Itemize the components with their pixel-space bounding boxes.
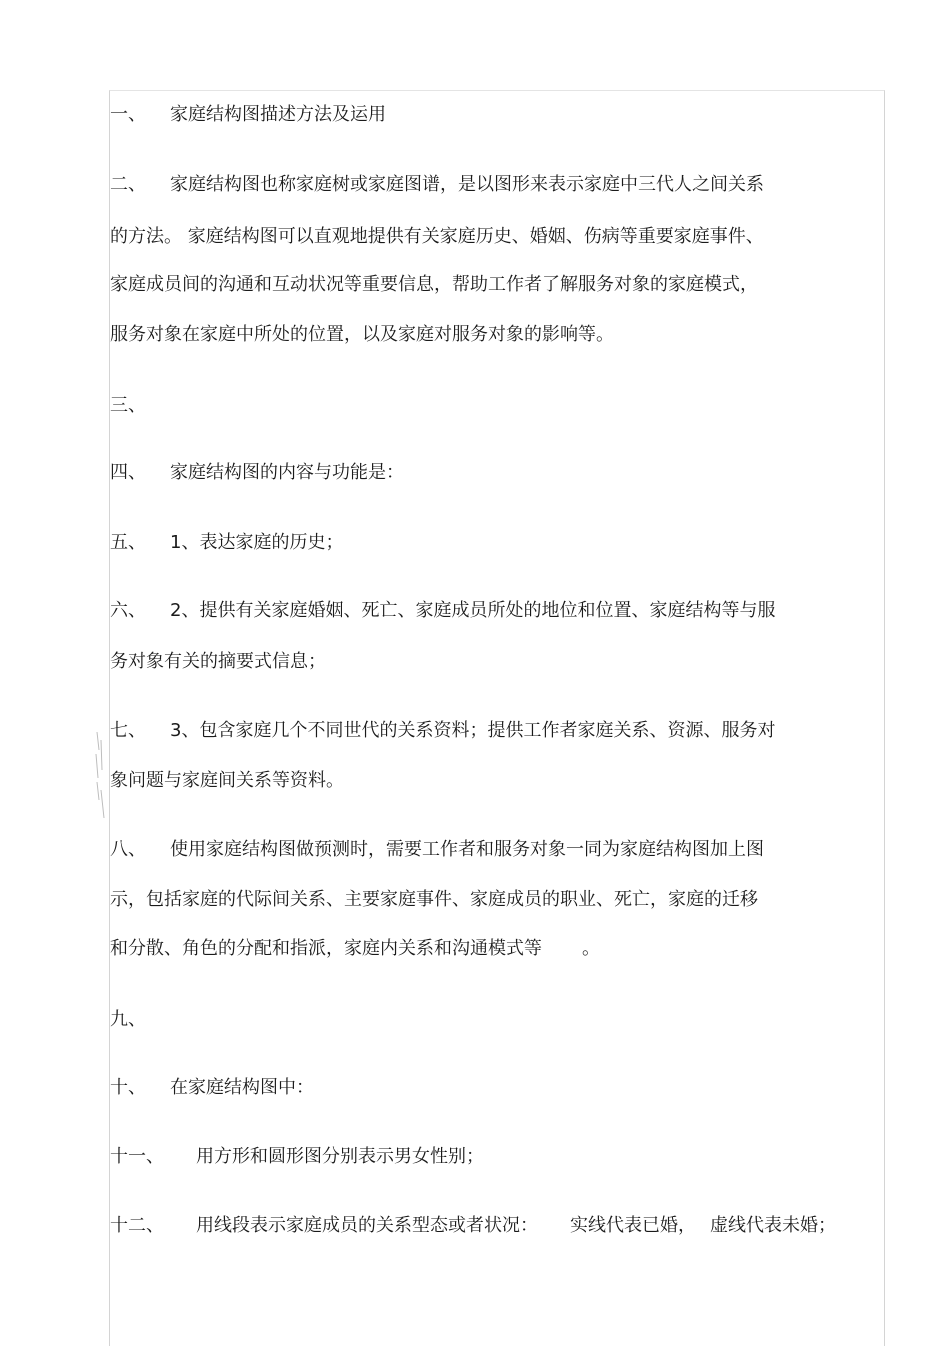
line-text: 1、表达家庭的历史； [170,532,344,553]
item-number: 六、 [110,600,146,621]
line-text: 3、包含家庭几个不同世代的关系资料；提供工作者家庭关系、资源、服务对 [170,720,776,741]
item-number: 十二、 [110,1215,164,1236]
line-text-3: 虚线代表未婚； [710,1215,836,1236]
line-19 [110,1214,836,1238]
item-number: 三、 [110,395,146,416]
line-2 [110,173,764,197]
line-tail: 。 [582,938,600,959]
line-text: 家庭结构图也称家庭树或家庭图谱，是以图形来表示家庭中三代人之间关系 [170,174,764,195]
line-text: 2、提供有关家庭婚姻、死亡、家庭成员所处的地位和位置、家庭结构等与服 [170,600,776,621]
item-number: 十一、 [110,1146,164,1167]
line-text: 用方形和圆形图分别表示男女性别； [196,1146,484,1167]
item-number: 七、 [110,720,146,741]
line-5 [110,323,614,347]
line-text: 和分散、角色的分配和指派，家庭内关系和沟通模式等 [110,938,542,959]
line-8 [110,531,343,555]
line-10 [110,650,326,674]
line-1 [110,103,386,127]
line-15 [110,937,600,961]
line-4 [110,273,758,297]
line-text: 使用家庭结构图做预测时，需要工作者和服务对象一同为家庭结构图加上图 [170,839,764,860]
margin-scribble-mark [93,730,105,820]
line-text: 用线段表示家庭成员的关系型态或者状况： [196,1215,538,1236]
line-text: 示，包括家庭的代际间关系、主要家庭事件、家庭成员的职业、死亡，家庭的迁移 [110,889,758,910]
line-11 [110,719,775,743]
item-number: 四、 [110,462,146,483]
line-text: 家庭结构图的内容与功能是： [170,462,404,483]
line-text: 象问题与家庭间关系等资料。 [110,770,344,791]
item-number: 二、 [110,174,146,195]
line-16 [110,1008,146,1032]
line-text-2: 实线代表已婚， [570,1215,696,1236]
line-7 [110,461,404,485]
item-number: 一、 [110,104,146,125]
line-14 [110,888,758,912]
line-3 [110,225,764,249]
line-6 [110,394,146,418]
item-number: 五、 [110,532,146,553]
item-number: 十、 [110,1077,146,1098]
line-text: 务对象有关的摘要式信息； [110,651,326,672]
item-number: 九、 [110,1009,146,1030]
line-12 [110,769,344,793]
line-18 [110,1145,484,1169]
line-text: 家庭成员间的沟通和互动状况等重要信息，帮助工作者了解服务对象的家庭模式， [110,274,758,295]
line-text: 在家庭结构图中： [170,1077,314,1098]
line-13 [110,838,764,862]
line-text: 的方法。 家庭结构图可以直观地提供有关家庭历史、婚姻、伤病等重要家庭事件、 [110,226,764,247]
line-17 [110,1076,314,1100]
line-9 [110,599,775,623]
line-text: 服务对象在家庭中所处的位置，以及家庭对服务对象的影响等。 [110,324,614,345]
line-text: 家庭结构图描述方法及运用 [170,104,386,125]
item-number: 八、 [110,839,146,860]
